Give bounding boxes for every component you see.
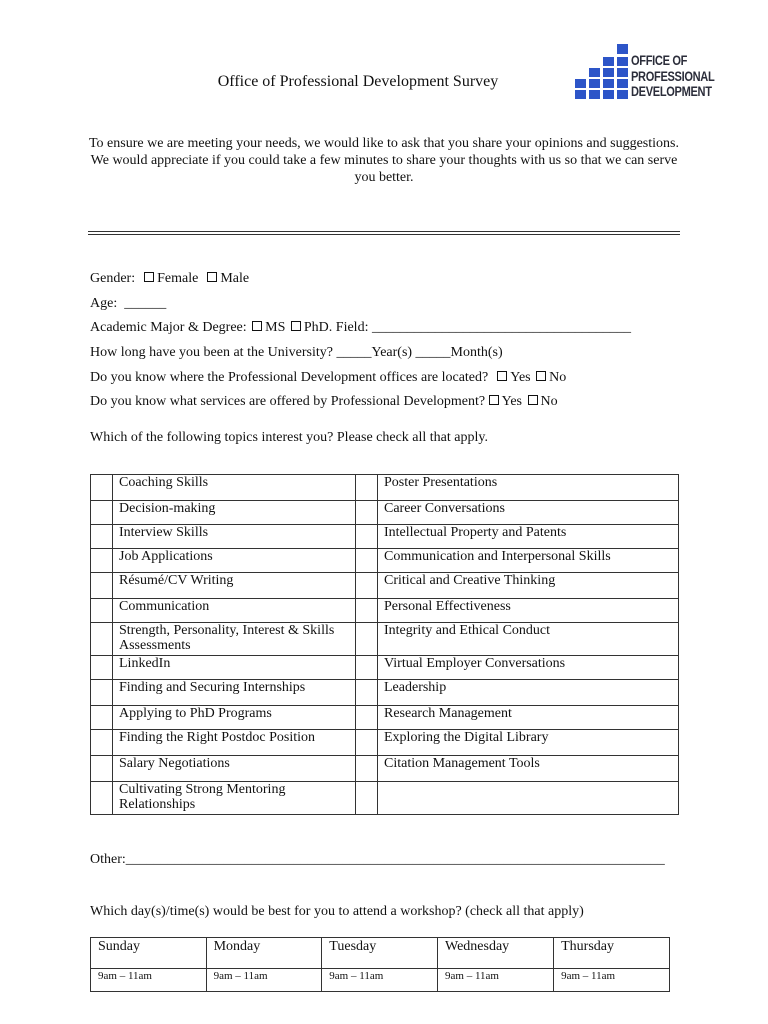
offices-question-text: Do you know where the Professional Development offices are located? bbox=[90, 370, 489, 385]
gender-label: Gender: bbox=[90, 271, 136, 286]
topic-label: Applying to PhD Programs bbox=[113, 706, 356, 730]
timeslot-cell[interactable]: 9am – 11am bbox=[554, 969, 670, 992]
topic-label: Finding the Right Postdoc Position bbox=[113, 730, 356, 756]
topic-checkbox-cell[interactable] bbox=[91, 730, 113, 756]
topics-prompt: Which of the following topics interest you? Please check all that apply. bbox=[90, 430, 488, 445]
topic-checkbox-cell[interactable] bbox=[356, 525, 378, 549]
female-label: Female bbox=[157, 271, 199, 286]
topic-checkbox-cell[interactable] bbox=[356, 475, 378, 501]
topic-checkbox-cell[interactable] bbox=[91, 706, 113, 730]
day-header: Sunday bbox=[91, 938, 207, 969]
topic-checkbox-cell[interactable] bbox=[356, 549, 378, 573]
topic-checkbox-cell[interactable] bbox=[91, 756, 113, 782]
major-label: Academic Major & Degree: bbox=[90, 320, 247, 335]
topic-label: Leadership bbox=[378, 680, 679, 706]
topic-label: Poster Presentations bbox=[378, 475, 679, 501]
topic-row bbox=[91, 730, 679, 756]
topic-row bbox=[91, 656, 679, 680]
offices-yes-checkbox[interactable] bbox=[497, 371, 507, 381]
topic-label: Finding and Securing Internships bbox=[113, 680, 356, 706]
topic-label: Career Conversations bbox=[378, 501, 679, 525]
services-yes-checkbox[interactable] bbox=[489, 395, 499, 405]
major-question bbox=[90, 320, 631, 336]
topic-checkbox-cell[interactable] bbox=[91, 599, 113, 623]
topic-checkbox-cell[interactable] bbox=[356, 501, 378, 525]
offices-no-label: No bbox=[549, 370, 567, 385]
topic-checkbox-cell[interactable] bbox=[356, 656, 378, 680]
day-header: Thursday bbox=[554, 938, 670, 969]
topic-row bbox=[91, 782, 679, 815]
topic-row bbox=[91, 599, 679, 623]
office-logo bbox=[575, 42, 725, 102]
timeslot-row bbox=[91, 969, 670, 992]
topic-checkbox-cell[interactable] bbox=[356, 680, 378, 706]
topic-label: Intellectual Property and Patents bbox=[378, 525, 679, 549]
topic-checkbox-cell[interactable] bbox=[91, 549, 113, 573]
topic-checkbox-cell[interactable] bbox=[91, 573, 113, 599]
topic-label: LinkedIn bbox=[113, 656, 356, 680]
bar-chart-logo-icon bbox=[575, 42, 635, 102]
topic-checkbox-cell[interactable] bbox=[356, 730, 378, 756]
other-label: Other: bbox=[90, 852, 126, 867]
topic-row bbox=[91, 573, 679, 599]
timeslot-cell[interactable]: 9am – 11am bbox=[322, 969, 438, 992]
topic-label: Communication and Interpersonal Skills bbox=[378, 549, 679, 573]
days-prompt: Which day(s)/time(s) would be best for you to attend a workshop? (check all that apply) bbox=[90, 904, 584, 919]
topic-row bbox=[91, 549, 679, 573]
topic-checkbox-cell[interactable] bbox=[91, 501, 113, 525]
topic-checkbox-cell[interactable] bbox=[356, 706, 378, 730]
topic-label bbox=[378, 782, 679, 815]
services-no-checkbox[interactable] bbox=[528, 395, 538, 405]
age-input[interactable]: ______ bbox=[124, 296, 167, 311]
topic-label: Cultivating Strong Mentoring Relationships bbox=[113, 782, 356, 815]
timeslot-cell[interactable]: 9am – 11am bbox=[438, 969, 554, 992]
page-title: Office of Professional Development Survey bbox=[217, 73, 499, 90]
other-input[interactable]: _____________________________________________________________________________ bbox=[125, 852, 665, 867]
schedule-table bbox=[90, 937, 670, 992]
topic-checkbox-cell[interactable] bbox=[91, 623, 113, 656]
topic-row bbox=[91, 501, 679, 525]
topic-row bbox=[91, 623, 679, 656]
offices-no-checkbox[interactable] bbox=[536, 371, 546, 381]
topic-label: Personal Effectiveness bbox=[378, 599, 679, 623]
topic-row bbox=[91, 756, 679, 782]
topic-row bbox=[91, 706, 679, 730]
day-header: Wednesday bbox=[438, 938, 554, 969]
topic-row bbox=[91, 475, 679, 501]
day-header: Monday bbox=[206, 938, 322, 969]
topic-label: Interview Skills bbox=[113, 525, 356, 549]
services-question-text: Do you know what services are offered by Professional Development? bbox=[90, 394, 486, 409]
topic-label: Strength, Personality, Interest & Skills Assessments bbox=[113, 623, 356, 656]
topic-row bbox=[91, 680, 679, 706]
gender-question bbox=[90, 271, 249, 287]
topic-checkbox-cell[interactable] bbox=[91, 656, 113, 680]
topic-label: Critical and Creative Thinking bbox=[378, 573, 679, 599]
topic-label: Résumé/CV Writing bbox=[113, 573, 356, 599]
offices-yes-label: Yes bbox=[510, 370, 531, 385]
timeslot-cell[interactable]: 9am – 11am bbox=[206, 969, 322, 992]
offices-question bbox=[90, 370, 566, 386]
age-label: Age: bbox=[90, 296, 118, 311]
topic-checkbox-cell[interactable] bbox=[91, 525, 113, 549]
female-checkbox[interactable] bbox=[144, 272, 154, 282]
other-question bbox=[90, 852, 665, 868]
logo-line: PROFESSIONAL bbox=[631, 68, 715, 84]
day-header: Tuesday bbox=[322, 938, 438, 969]
phd-checkbox[interactable] bbox=[291, 321, 301, 331]
topic-label: Communication bbox=[113, 599, 356, 623]
intro-paragraph: To ensure we are meeting your needs, we would like to ask that you share your opinions and suggestions. We would appreciate if you could take a few minutes to share your thoughts with us so that we can serve you better. bbox=[88, 136, 679, 185]
topic-label: Exploring the Digital Library bbox=[378, 730, 679, 756]
topic-checkbox-cell[interactable] bbox=[356, 573, 378, 599]
topic-label: Job Applications bbox=[113, 549, 356, 573]
age-question bbox=[90, 296, 166, 312]
logo-line: OFFICE OF bbox=[631, 53, 688, 68]
phd-label: PhD. Field: bbox=[303, 320, 369, 335]
tenure-question[interactable]: How long have you been at the University? _____Year(s) _____Month(s) bbox=[90, 345, 503, 360]
topic-label: Coaching Skills bbox=[113, 475, 356, 501]
topic-checkbox-cell[interactable] bbox=[356, 782, 378, 815]
topic-checkbox-cell[interactable] bbox=[91, 680, 113, 706]
logo-line: DEVELOPMENT bbox=[631, 84, 712, 99]
topic-checkbox-cell[interactable] bbox=[356, 756, 378, 782]
topic-label: Citation Management Tools bbox=[378, 756, 679, 782]
services-question bbox=[90, 394, 558, 410]
topic-row bbox=[91, 525, 679, 549]
services-no-label: No bbox=[540, 394, 558, 409]
topic-label: Research Management bbox=[378, 706, 679, 730]
ms-label: MS bbox=[265, 320, 286, 335]
divider bbox=[88, 231, 680, 232]
logo-text bbox=[631, 53, 714, 100]
male-checkbox[interactable] bbox=[207, 272, 217, 282]
divider bbox=[88, 234, 680, 235]
topic-label: Virtual Employer Conversations bbox=[378, 656, 679, 680]
days-header-row bbox=[91, 938, 670, 969]
field-input[interactable]: _____________________________________ bbox=[371, 320, 631, 335]
male-label: Male bbox=[220, 271, 250, 286]
topic-checkbox-cell[interactable] bbox=[356, 599, 378, 623]
ms-checkbox[interactable] bbox=[252, 321, 262, 331]
timeslot-cell[interactable]: 9am – 11am bbox=[91, 969, 207, 992]
topic-checkbox-cell[interactable] bbox=[91, 782, 113, 815]
topic-checkbox-cell[interactable] bbox=[91, 475, 113, 501]
topics-table bbox=[90, 474, 679, 815]
topic-label: Decision-making bbox=[113, 501, 356, 525]
topic-label: Salary Negotiations bbox=[113, 756, 356, 782]
services-yes-label: Yes bbox=[501, 394, 522, 409]
topic-label: Integrity and Ethical Conduct bbox=[378, 623, 679, 656]
topic-checkbox-cell[interactable] bbox=[356, 623, 378, 656]
